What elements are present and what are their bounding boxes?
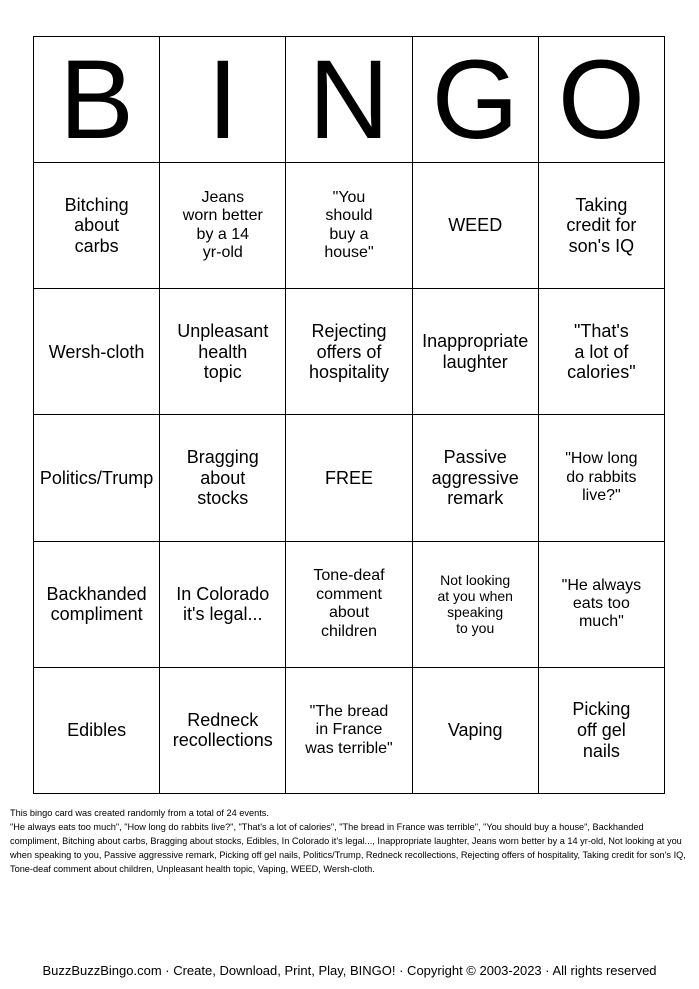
header-letter-o: O bbox=[539, 37, 665, 163]
bingo-cell: Passive aggressive remark bbox=[413, 415, 539, 541]
bingo-cell: Unpleasant health topic bbox=[160, 289, 286, 415]
bingo-cell: "The bread in France was terrible" bbox=[286, 668, 412, 794]
bingo-cell: Inappropriate laughter bbox=[413, 289, 539, 415]
header-letter-g: G bbox=[413, 37, 539, 163]
header-letter-b: B bbox=[34, 37, 160, 163]
site-footer: BuzzBuzzBingo.com · Create, Download, Print, Play, BINGO! · Copyright © 2003-2023 · All rights reserved bbox=[42, 963, 657, 978]
bingo-card bbox=[33, 36, 665, 794]
bingo-cell: Jeans worn better by a 14 yr-old bbox=[160, 163, 286, 289]
card-info bbox=[10, 806, 690, 876]
bingo-cell: Bitching about carbs bbox=[34, 163, 160, 289]
bingo-cell: Vaping bbox=[413, 668, 539, 794]
bingo-cell: "How long do rabbits live?" bbox=[539, 415, 665, 541]
bingo-cell: Tone-deaf comment about children bbox=[286, 542, 412, 668]
bingo-cell: Edibles bbox=[34, 668, 160, 794]
bingo-cell: In Colorado it's legal... bbox=[160, 542, 286, 668]
events-list: "He always eats too much", "How long do rabbits live?", "That's a lot of calories", "The bread in France was terrible", "You should buy a house", Backhanded compliment, Bitching about carbs, Bragging about stocks, Edibles, In Colorado it's legal..., Inappropriate laughter, Jeans worn better by a 14 yr-old, Not looking at you when speaking to you, Passive aggressive remark, Picking off gel nails, Politics/Trump, Redneck recollections, Rejecting offers of hospitality, Taking credit for son's IQ, Tone-deaf comment about children, Unpleasant health topic, Vaping, WEED, Wersh-cloth. bbox=[10, 822, 686, 874]
header-letter-n: N bbox=[286, 37, 412, 163]
bingo-cell: "That's a lot of calories" bbox=[539, 289, 665, 415]
bingo-cell: "You should buy a house" bbox=[286, 163, 412, 289]
bingo-cell: WEED bbox=[413, 163, 539, 289]
free-space-cell: FREE bbox=[286, 415, 412, 541]
bingo-cell: Politics/Trump bbox=[34, 415, 160, 541]
bingo-cell: Not looking at you when speaking to you bbox=[413, 542, 539, 668]
header-letter-i: I bbox=[160, 37, 286, 163]
bingo-cell: Bragging about stocks bbox=[160, 415, 286, 541]
bingo-cell: Taking credit for son's IQ bbox=[539, 163, 665, 289]
bingo-cell: Picking off gel nails bbox=[539, 668, 665, 794]
bingo-cell: Rejecting offers of hospitality bbox=[286, 289, 412, 415]
events-summary: This bingo card was created randomly from a total of 24 events. bbox=[10, 808, 269, 818]
bingo-cell: Backhanded compliment bbox=[34, 542, 160, 668]
bingo-cell: Wersh-cloth bbox=[34, 289, 160, 415]
bingo-cell: Redneck recollections bbox=[160, 668, 286, 794]
bingo-cell: "He always eats too much" bbox=[539, 542, 665, 668]
